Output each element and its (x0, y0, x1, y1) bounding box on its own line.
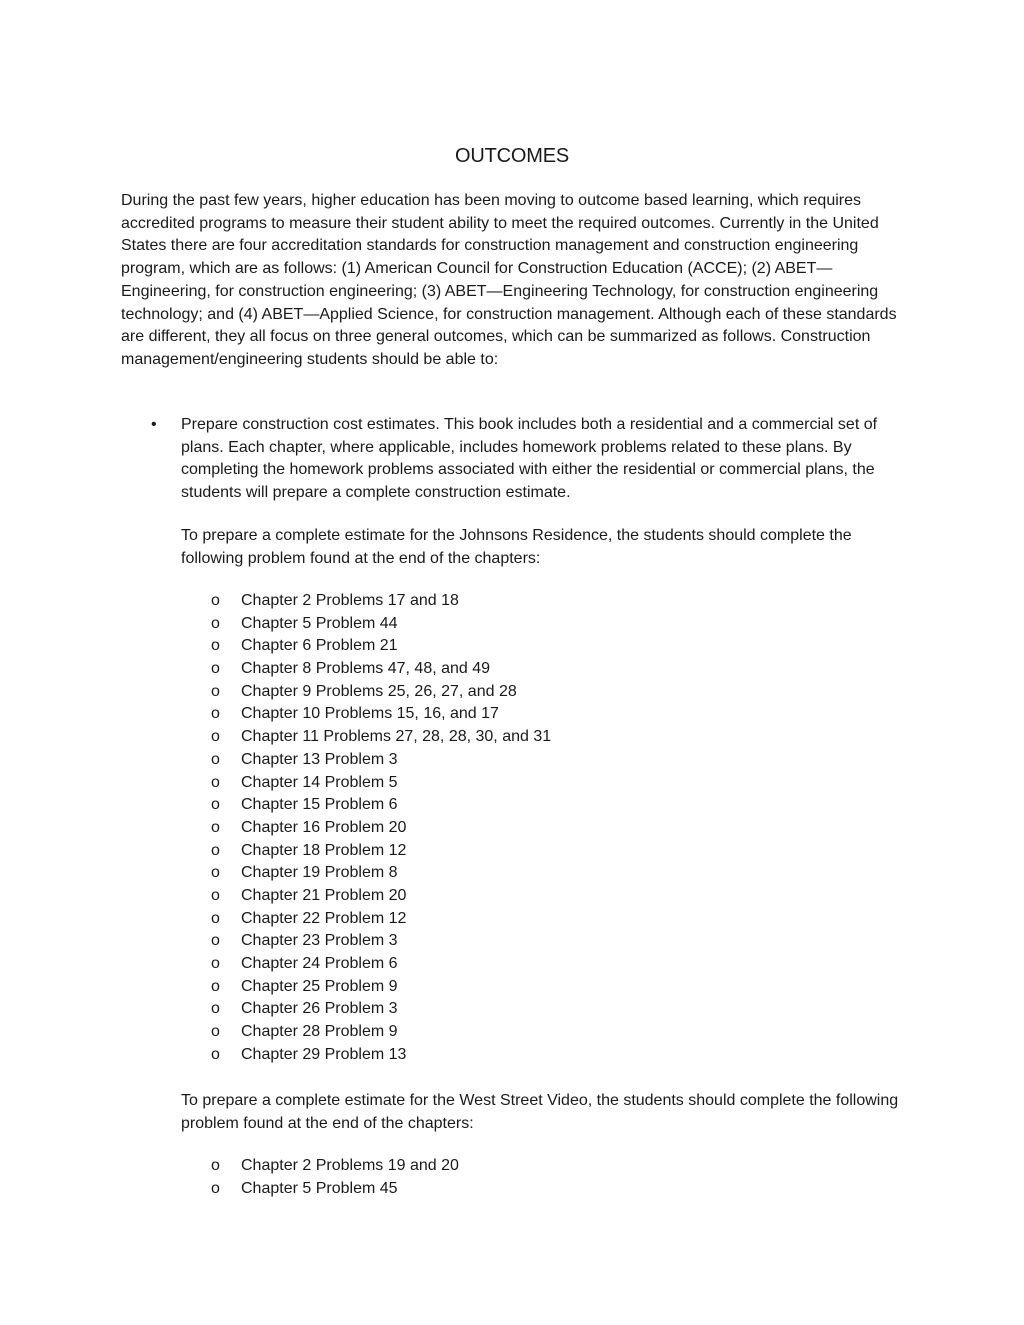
list-item (181, 817, 906, 840)
list-item-marker: o (211, 818, 220, 836)
list-item (181, 613, 906, 636)
list-item (181, 908, 906, 931)
list-item-text: Chapter 18 Problem 12 (241, 841, 407, 859)
list-item (181, 703, 906, 726)
list-item-text: Chapter 22 Problem 12 (241, 909, 407, 927)
list-item-text: Chapter 11 Problems 27, 28, 28, 30, and 31 (241, 728, 552, 746)
list-item-text: Chapter 26 Problem 3 (241, 1000, 398, 1018)
list-item (181, 635, 906, 658)
list-item-marker: o (211, 932, 220, 950)
list-item-text: Chapter 23 Problem 3 (241, 932, 398, 950)
list-item-marker: o (211, 682, 220, 700)
list-item (181, 794, 906, 817)
list-item-marker: o (211, 955, 220, 972)
list-item-marker: o (211, 592, 220, 609)
list-item-marker: o (211, 977, 220, 995)
list-item-marker: o (211, 637, 220, 655)
list-item-text: Chapter 14 Problem 5 (241, 773, 398, 791)
list-item (181, 862, 906, 885)
list-item-text: Chapter 19 Problem 8 (241, 864, 398, 882)
list-item-text: Chapter 10 Problems 15, 16, and 17 (241, 705, 499, 723)
list-item (181, 998, 906, 1021)
list-item (181, 1044, 906, 1067)
list-item (181, 930, 906, 953)
list-item-marker: o (211, 886, 220, 904)
list-item (181, 953, 906, 976)
list-item-text: Chapter 6 Problem 21 (241, 637, 398, 655)
list-item-text: Chapter 9 Problems 25, 26, 27, and 28 (241, 682, 517, 700)
list-item-marker: o (211, 1045, 220, 1063)
list-item-marker: o (211, 864, 220, 882)
list-item-marker: o (211, 660, 220, 678)
list-item (181, 658, 906, 681)
johnsons-problem-list (181, 590, 906, 1066)
list-item-text: Chapter 5 Problem 44 (241, 614, 398, 632)
johnsons-intro-paragraph: To prepare a complete estimate for the Johnsons Residence, the students should complete the following problem found at the end of the chapters: (181, 527, 852, 567)
list-item-marker: o (211, 705, 220, 723)
list-item-text: Chapter 5 Problem 45 (241, 1179, 398, 1197)
west-street-problem-list (181, 1155, 906, 1200)
list-item-marker: o (211, 773, 220, 791)
list-item (181, 1155, 906, 1178)
list-item (181, 726, 906, 749)
intro-paragraph: During the past few years, higher education has been moving to outcome based learning, which requires accredited programs to measure their student ability to meet the required outcomes. Currently in the United States there are four accreditation standards for construction management and construction engineering program, which are as follows: (1) American Council for Construction Education (ACCE); (2) ABET—Engineering, for construction engineering; (3) ABET—Engineering Technology, for construction engineering technology; and (4) ABET—Applied Science, for construction management. Although each of these standards are different, they all focus on three general outcomes, which can be summarized as follows. Construction management/engineering students should be able to: (121, 192, 897, 368)
list-item-text: Chapter 24 Problem 6 (241, 955, 398, 972)
list-item (181, 772, 906, 795)
list-item-marker: o (211, 796, 220, 814)
bullet-text: Prepare construction cost estimates. This book includes both a residential and a commercial set of plans. Each chapter, where applicable, includes homework problems related to these plans. By completing the homework problems associated with either the residential or commercial plans, the students will prepare a complete construction estimate. (181, 416, 878, 502)
list-item-marker: o (211, 1023, 220, 1041)
list-item-text: Chapter 8 Problems 47, 48, and 49 (241, 660, 491, 678)
list-item (181, 1021, 906, 1044)
list-item-marker: o (211, 1157, 220, 1174)
list-item-marker: o (211, 750, 220, 768)
list-item-marker: o (211, 841, 220, 859)
list-item-text: Chapter 15 Problem 6 (241, 796, 398, 814)
list-item-marker: o (211, 1179, 220, 1197)
list-item (181, 840, 906, 863)
list-item-marker: o (211, 614, 220, 632)
list-item (181, 681, 906, 704)
list-item (181, 885, 906, 908)
list-item (181, 976, 906, 999)
list-item-text: Chapter 25 Problem 9 (241, 977, 398, 995)
list-item-marker: o (211, 1000, 220, 1018)
list-item (181, 1178, 906, 1201)
list-item-text: Chapter 16 Problem 20 (241, 818, 407, 836)
list-item-text: Chapter 28 Problem 9 (241, 1023, 398, 1041)
page-title: OUTCOMES (455, 145, 569, 167)
west-street-intro-paragraph: To prepare a complete estimate for the West Street Video, the students should complete the following problem found at the end of the chapters: (181, 1092, 899, 1132)
list-item-text: Chapter 2 Problems 19 and 20 (241, 1157, 459, 1174)
list-item-marker: o (211, 728, 220, 746)
list-item (181, 590, 906, 613)
bullet-marker: • (151, 416, 157, 433)
list-item-text: Chapter 29 Problem 13 (241, 1045, 407, 1063)
list-item-marker: o (211, 909, 220, 927)
list-item-text: Chapter 2 Problems 17 and 18 (241, 592, 459, 609)
list-item-text: Chapter 13 Problem 3 (241, 750, 398, 768)
list-item (181, 749, 906, 772)
list-item-text: Chapter 21 Problem 20 (241, 886, 407, 904)
